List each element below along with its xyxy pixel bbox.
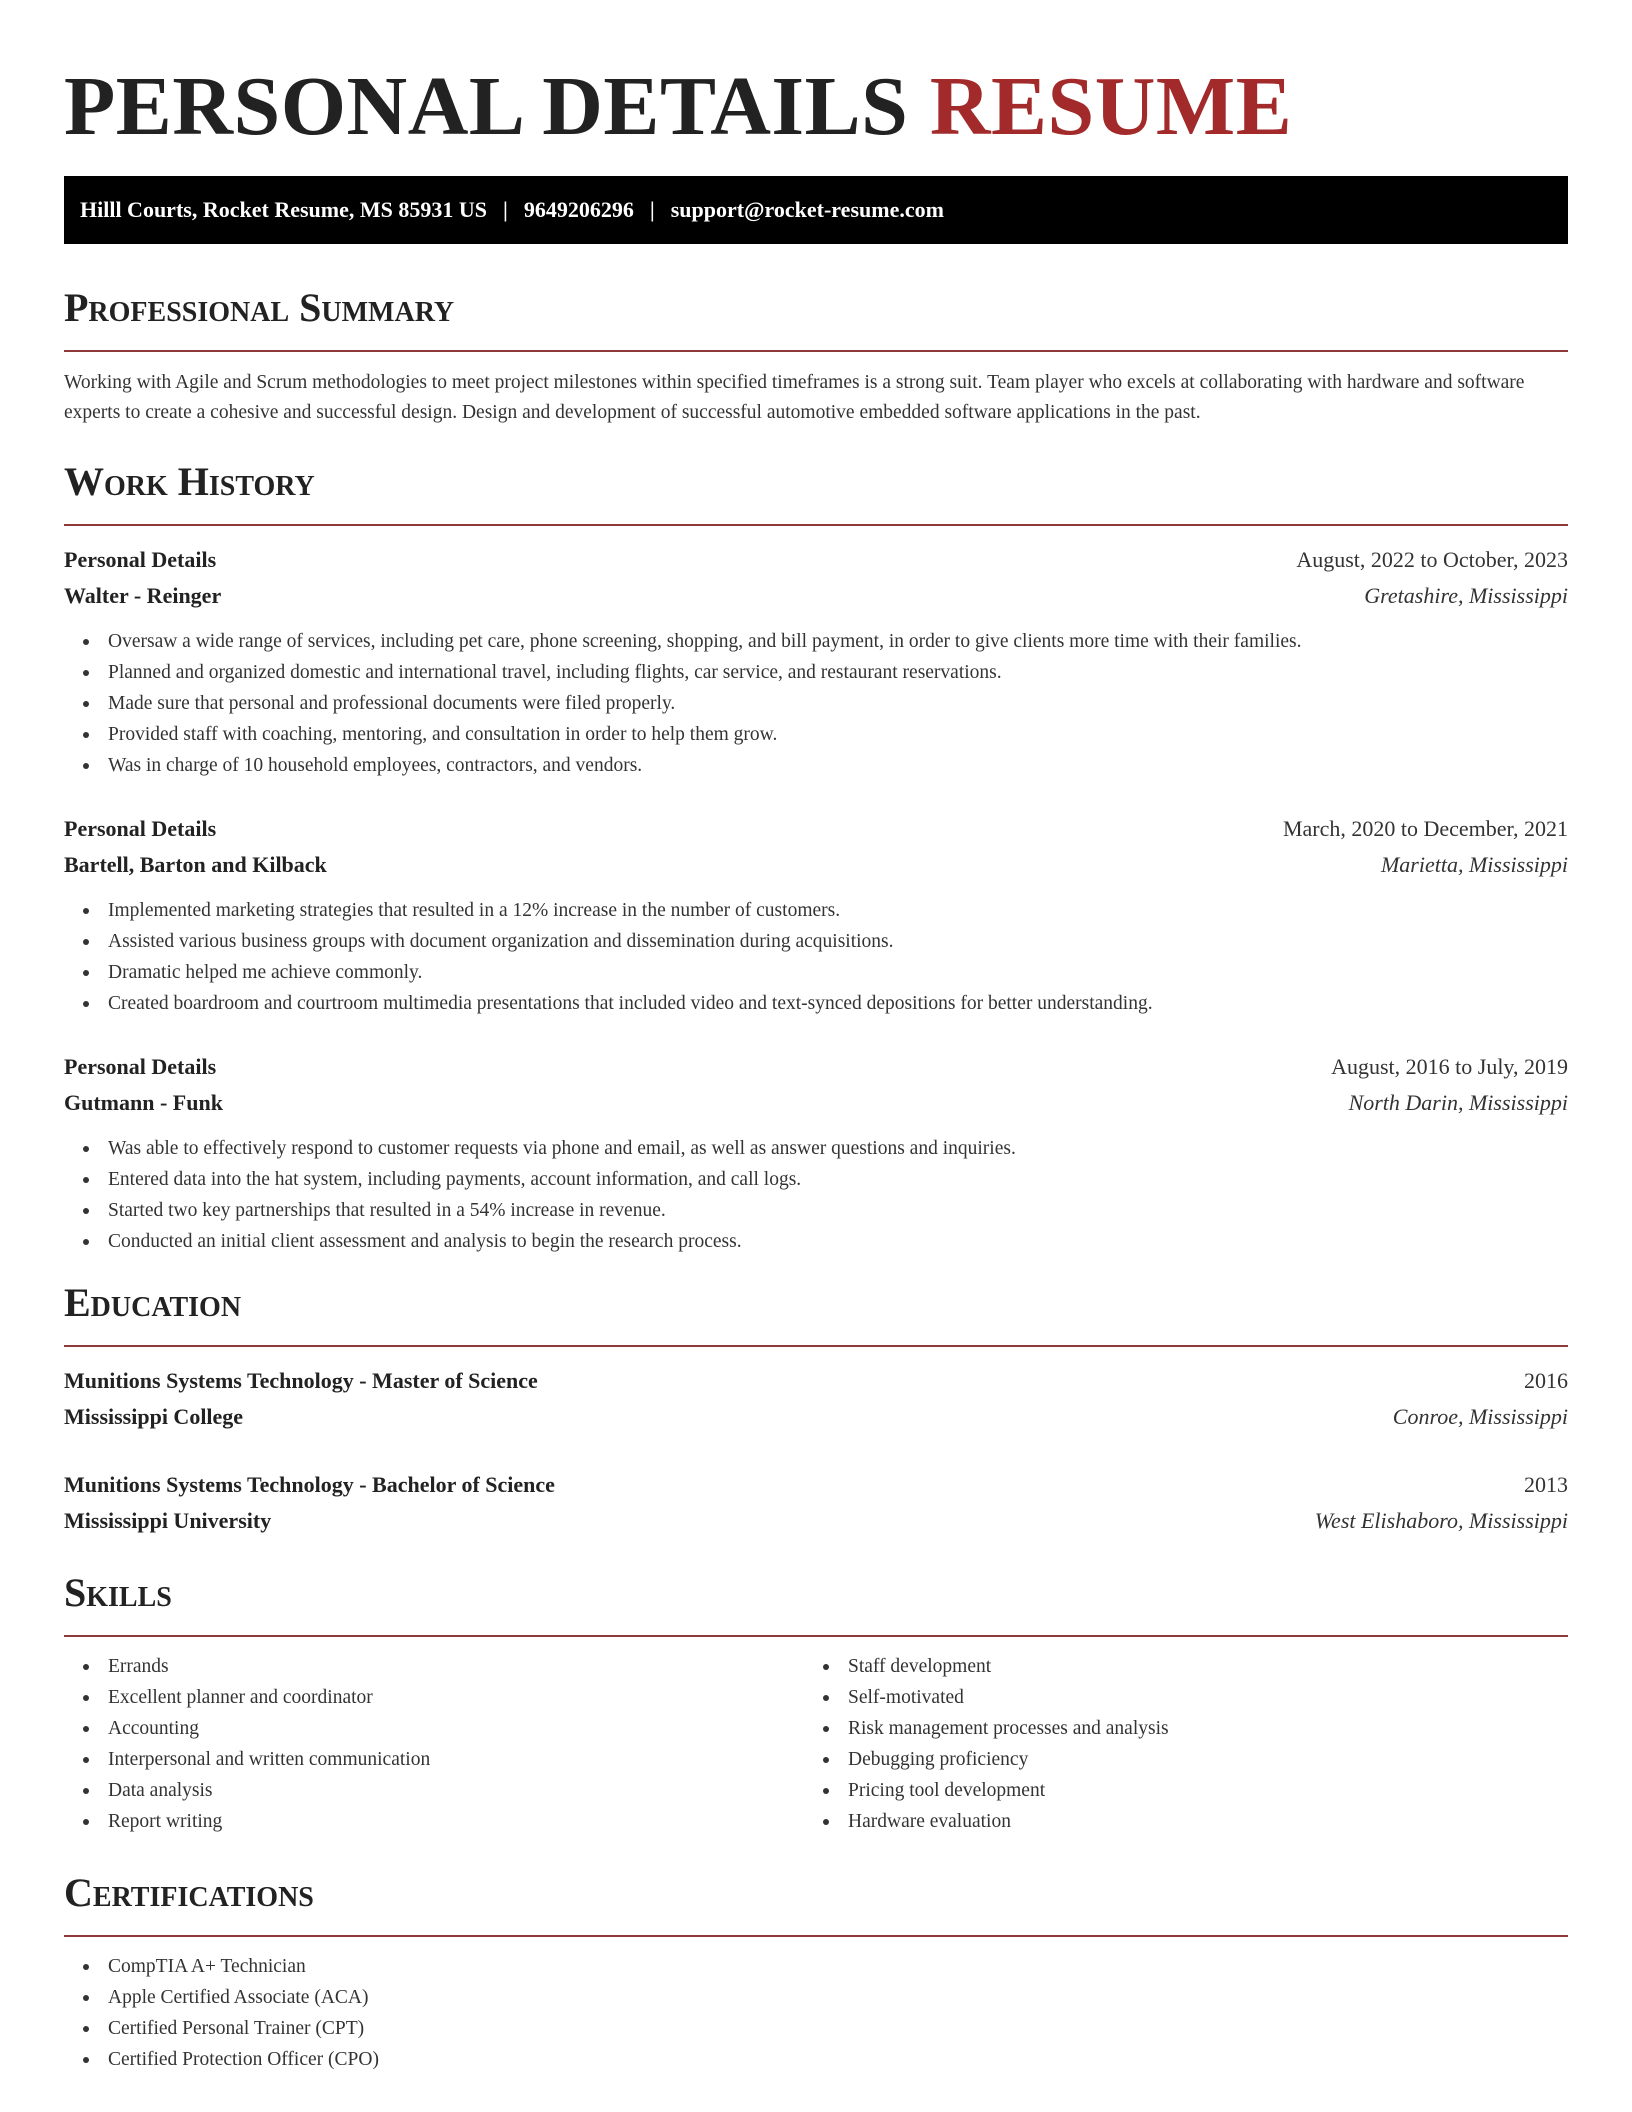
list-item: Provided staff with coaching, mentoring, and consultation in order to help them grow.: [64, 719, 1568, 750]
list-item: Was able to effectively respond to customer requests via phone and email, as well as answer questions and inquiries.: [64, 1133, 1568, 1164]
skill-item: Pricing tool development: [804, 1775, 1544, 1806]
job-location: Marietta, Mississippi: [1380, 852, 1568, 877]
certification-item: Certified Protection Officer (CPO): [64, 2044, 1568, 2075]
job-company: Walter - Reinger: [64, 583, 222, 608]
job-dates: August, 2022 to October, 2023: [1296, 547, 1568, 572]
graduation-year: 2013: [1524, 1472, 1568, 1497]
skill-item: Staff development: [804, 1651, 1544, 1682]
contact-phone: 9649206296: [523, 197, 634, 222]
job-title: Personal Details: [64, 816, 217, 841]
graduation-year: 2016: [1524, 1368, 1568, 1393]
skill-item: Self-motivated: [804, 1682, 1544, 1713]
skill-item: Report writing: [64, 1806, 804, 1837]
contact-separator: |: [649, 197, 655, 222]
education-heading: Education: [64, 1280, 242, 1325]
contact-bar: [64, 176, 1568, 244]
job-company-row: [64, 578, 1568, 614]
skill-item: Errands: [64, 1651, 804, 1682]
degree-name: Munitions Systems Technology - Master of Science: [64, 1368, 538, 1393]
section-divider: [64, 1345, 1568, 1347]
contact-address: Hilll Courts, Rocket Resume, MS 85931 US: [80, 197, 487, 222]
job-location: Gretashire, Mississippi: [1364, 583, 1568, 608]
list-item: Conducted an initial client assessment and analysis to begin the research process.: [64, 1226, 1568, 1257]
summary-heading: Professional Summary: [64, 285, 455, 330]
summary-section: [64, 282, 1568, 428]
skill-item: Excellent planner and coordinator: [64, 1682, 804, 1713]
job-title: Personal Details: [64, 1054, 217, 1079]
school-name: Mississippi University: [64, 1508, 272, 1533]
job-location: North Darin, Mississippi: [1348, 1090, 1568, 1115]
list-item: Made sure that personal and professional documents were filed properly.: [64, 688, 1568, 719]
certification-item: CompTIA A+ Technician: [64, 1951, 1568, 1982]
job-company-row: [64, 847, 1568, 883]
resume-title: [64, 0, 1568, 156]
skills-grid: [64, 1651, 1568, 1837]
job-title: Personal Details: [64, 547, 217, 572]
section-divider: [64, 1935, 1568, 1937]
job-title-row: [64, 1049, 1568, 1085]
list-item: Planned and organized domestic and international travel, including flights, car service, and restaurant reservations.: [64, 657, 1568, 688]
certification-item: Certified Personal Trainer (CPT): [64, 2013, 1568, 2044]
job-entry: [64, 1049, 1568, 1257]
education-entry: [64, 1363, 1568, 1435]
school-row: [64, 1503, 1568, 1539]
skills-section: [64, 1567, 1568, 1837]
skill-item: Risk management processes and analysis: [804, 1713, 1544, 1744]
section-divider: [64, 1635, 1568, 1637]
degree-row: [64, 1363, 1568, 1399]
job-title-row: [64, 542, 1568, 578]
job-title-row: [64, 811, 1568, 847]
education-entry: [64, 1467, 1568, 1539]
list-item: Implemented marketing strategies that resulted in a 12% increase in the number of customers.: [64, 895, 1568, 926]
education-section: [64, 1277, 1568, 1539]
list-item: Entered data into the hat system, including payments, account information, and call logs.: [64, 1164, 1568, 1195]
school-location: West Elishaboro, Mississippi: [1314, 1508, 1568, 1533]
job-duties-list: [64, 626, 1568, 781]
title-main: PERSONAL DETAILS: [64, 60, 909, 153]
list-item: Oversaw a wide range of services, including pet care, phone screening, shopping, and bill payment, in order to give clients more time with their families.: [64, 626, 1568, 657]
skill-item: Accounting: [64, 1713, 804, 1744]
certifications-section: [64, 1867, 1568, 2075]
skill-item: Interpersonal and written communication: [64, 1744, 804, 1775]
section-divider: [64, 524, 1568, 526]
work-history-heading: Work History: [64, 459, 315, 504]
job-duties-list: [64, 1133, 1568, 1257]
list-item: Created boardroom and courtroom multimedia presentations that included video and text-synced depositions for better understanding.: [64, 988, 1568, 1019]
job-company: Gutmann - Funk: [64, 1090, 223, 1115]
skills-list-left: [64, 1651, 804, 1837]
title-accent: RESUME: [929, 60, 1293, 153]
skill-item: Hardware evaluation: [804, 1806, 1544, 1837]
job-entry: [64, 811, 1568, 1019]
job-company: Bartell, Barton and Kilback: [64, 852, 327, 877]
skill-item: Data analysis: [64, 1775, 804, 1806]
school-name: Mississippi College: [64, 1404, 244, 1429]
contact-email: support@rocket-resume.com: [670, 197, 944, 222]
work-history-section: [64, 456, 1568, 1257]
skills-list-right: [804, 1651, 1544, 1837]
degree-name: Munitions Systems Technology - Bachelor of Science: [64, 1472, 555, 1497]
school-location: Conroe, Mississippi: [1392, 1404, 1568, 1429]
job-dates: March, 2020 to December, 2021: [1282, 816, 1568, 841]
certifications-list: [64, 1951, 1568, 2075]
list-item: Started two key partnerships that resulted in a 54% increase in revenue.: [64, 1195, 1568, 1226]
list-item: Assisted various business groups with document organization and dissemination during acquisitions.: [64, 926, 1568, 957]
summary-text: Working with Agile and Scrum methodologies to meet project milestones within specified timeframes is a strong suit. Team player who excels at collaborating with hardware and software experts to create a cohesive and successful design. Design and development of successful automotive embedded software applications in the past.: [64, 372, 1525, 423]
job-dates: August, 2016 to July, 2019: [1331, 1054, 1568, 1079]
job-duties-list: [64, 895, 1568, 1019]
section-divider: [64, 350, 1568, 352]
contact-separator: |: [502, 197, 508, 222]
skills-heading: Skills: [64, 1570, 172, 1615]
job-entry: [64, 542, 1568, 781]
certifications-heading: Certifications: [64, 1870, 314, 1915]
school-row: [64, 1399, 1568, 1435]
skill-item: Debugging proficiency: [804, 1744, 1544, 1775]
list-item: Was in charge of 10 household employees, contractors, and vendors.: [64, 750, 1568, 781]
resume-page: [64, 0, 1568, 2075]
job-company-row: [64, 1085, 1568, 1121]
list-item: Dramatic helped me achieve commonly.: [64, 957, 1568, 988]
certification-item: Apple Certified Associate (ACA): [64, 1982, 1568, 2013]
degree-row: [64, 1467, 1568, 1503]
